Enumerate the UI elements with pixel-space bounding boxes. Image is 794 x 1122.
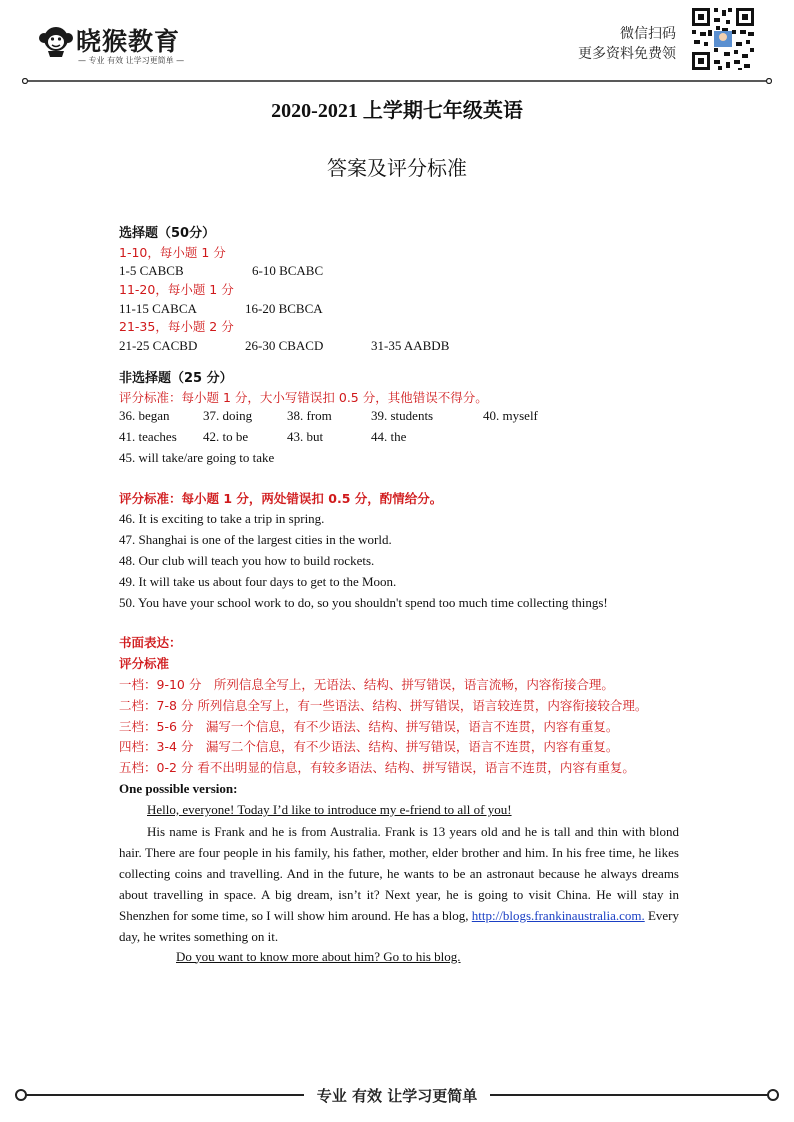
writing-level-4: 四档：3-4 分 漏写二个信息，有不少语法、结构、拼写错误，语言不连贯，内容有重复。 [119, 739, 619, 755]
answer-16-20: 16-20 BCBCA [245, 300, 323, 316]
blog-link[interactable]: http://blogs.frankinaustralia.com. [471, 907, 645, 923]
scan-prompt [578, 24, 676, 64]
answer-41: 41. teaches [119, 428, 177, 444]
answer-39: 39. students [371, 408, 434, 424]
sentence-48: 48. Our club will teach you how to build rockets. [119, 552, 375, 568]
page-subtitle: 答案及评分标准 [327, 156, 467, 180]
answer-1-5: 1-5 CABCB [119, 263, 184, 279]
scan-line-1: 微信扫码 [620, 26, 676, 42]
answer-26-30: 26-30 CBACD [245, 338, 324, 354]
mc-group2-answers [119, 299, 679, 318]
essay-after-link: Every day, he writes something on it. [119, 907, 680, 944]
essay-body: His name is Frank and he is from Australia. Frank is 13 years old and he is tall and thin with blond hair. There are four people in his family, his father, mother, elder brother and him. In his free time, he likes collecting coins and travelling. And in the future, he wants to be an astronaut because he always dreams about travelling in space. A big dream, isn’t it? Next year, he is going to visit China. He will stay in Shenzhen for some time, so I will show him around. He has a blog, [119, 823, 679, 923]
footer-slogan: 专业 有效 让学习更简单 [316, 1087, 478, 1105]
qr-code-icon[interactable] [690, 6, 756, 72]
version-heading: One possible version: [119, 780, 238, 796]
nonmc-row-3: 45. will take/are going to take [119, 449, 275, 465]
answer-40: 40. myself [483, 408, 538, 424]
answer-43: 43. but [287, 428, 324, 444]
sentence-49: 49. It will take us about four days to get to the Moon. [119, 573, 397, 589]
brand-name: 晓猴教育 [76, 27, 181, 56]
sentence-50: 50. You have your school work to do, so you shouldn't spend too much time collecting things! [119, 594, 608, 610]
answer-44: 44. the [371, 428, 407, 444]
nonmc-heading: 非选择题（25 分） [119, 370, 233, 386]
scan-line-2: 更多资料免费领 [578, 46, 676, 62]
mc-group1-answers [119, 261, 679, 280]
essay-paragraph [119, 821, 679, 947]
monkey-logo-icon [38, 24, 74, 58]
answer-42: 42. to be [203, 428, 249, 444]
answer-31-35: 31-35 AABDB [371, 338, 450, 354]
answer-11-15: 11-15 CABCA [119, 300, 197, 316]
essay-greeting-text: Hello, everyone! Today I’d like to introduce my e-friend to all of you! [147, 801, 512, 817]
answer-21-25: 21-25 CACBD [119, 338, 198, 354]
writing-level-3: 三档：5-6 分 漏写一个信息，有不少语法、结构、拼写错误，语言不连贯，内容有重复。 [119, 718, 619, 734]
brand-logo [38, 22, 198, 72]
answer-key-body [119, 224, 679, 967]
writing-criteria-heading: 评分标准 [119, 656, 170, 672]
answer-36: 36. began [119, 408, 170, 424]
nonmc-row-2 [119, 427, 679, 448]
header-divider [22, 78, 772, 84]
essay-greeting [119, 800, 679, 821]
answer-37: 37. doing [203, 408, 253, 424]
nonmc-rule-1: 评分标准：每小题 1 分，大小写错误扣 0.5 分，其他错误不得分。 [119, 389, 488, 405]
answer-38: 38. from [287, 408, 332, 424]
sentence-47: 47. Shanghai is one of the largest cities in the world. [119, 532, 392, 548]
mc-group3-answers [119, 336, 679, 355]
essay-closing-text: Do you want to know more about him? Go to his blog. [176, 948, 461, 964]
nonmc-row-1 [119, 406, 679, 427]
mc-group3-rule: 21-35，每小题 2 分 [119, 319, 234, 335]
answer-6-10: 6-10 BCABC [252, 263, 324, 279]
page-title: 2020-2021 上学期七年级英语 [271, 100, 523, 122]
writing-heading: 书面表达： [119, 635, 182, 651]
nonmc-rule-2: 评分标准：每小题 1 分，两处错误扣 0.5 分，酌情给分。 [119, 490, 443, 506]
writing-level-5: 五档：0-2 分 看不出明显的信息，有较多语法、结构、拼写错误，语言不连贯，内容有重复。 [119, 760, 635, 776]
writing-level-2: 二档：7-8 分 所列信息全写上，有一些语法、结构、拼写错误，语言较连贯，内容衔接较合理。 [119, 697, 648, 713]
brand-slogan: — 专业 有效 让学习更简单 — [78, 56, 185, 65]
mc-group2-rule: 11-20，每小题 1 分 [119, 282, 234, 298]
mc-heading: 选择题（50分） [119, 226, 216, 241]
sentence-46: 46. It is exciting to take a trip in spring. [119, 511, 325, 527]
writing-level-1: 一档：9-10 分 所列信息全写上，无语法、结构、拼写错误，语言流畅，内容衔接合理。 [119, 676, 614, 692]
essay-closing [119, 947, 679, 968]
mc-group1-rule: 1-10，每小题 1 分 [119, 244, 226, 260]
